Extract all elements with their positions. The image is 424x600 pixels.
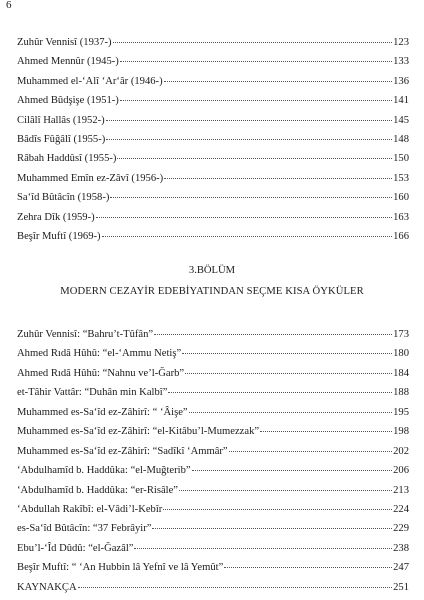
toc-entry-page: 153 — [393, 172, 409, 184]
toc-entry-title: Ebu’l-‘Îd Dûdû: “el-Ğazâl” — [17, 542, 134, 554]
toc-leader-dots — [134, 548, 392, 549]
toc-entry — [17, 208, 409, 227]
toc-entry — [17, 500, 409, 519]
toc-entry-title: Zuhûr Vennisî: “Bahru’t-Tûfân” — [17, 329, 154, 340]
toc-leader-dots — [102, 236, 393, 237]
toc-entry — [17, 481, 409, 500]
toc-entry-title: Ahmed Rıdâ Hûhû: “el-‘Ammu Netiş” — [17, 348, 182, 360]
toc-leader-dots — [110, 197, 392, 198]
toc-entry-page: 148 — [393, 133, 409, 145]
toc-entry-page: 229 — [393, 523, 409, 535]
toc-entry-title: et-Tâhir Vattâr: “Duhân min Kalbî” — [17, 387, 168, 399]
section-title: MODERN CEZAYİR EDEBİYATINDAN SEÇME KISA ÖYKÜLER — [60, 286, 364, 297]
toc-entry — [17, 461, 409, 480]
toc-leader-dots — [163, 509, 392, 510]
toc-leader-dots — [164, 178, 392, 179]
toc-entry-title: Zehra Dîk (1959-) — [17, 211, 95, 223]
toc-entry-title: Muhammed Emîn ez-Zâvî (1956-) — [17, 172, 164, 184]
toc-entry-title: Ahmed Rıdâ Hûhû: “Nahnu ve’l-Ğarb” — [17, 367, 185, 379]
section-number: 3.BÖLÜM — [188, 265, 236, 276]
toc-leader-dots — [179, 490, 392, 491]
toc-leader-dots — [120, 61, 392, 62]
toc-entry-title: ‘Abdulhamîd b. Haddûka: “el-Muğterib” — [17, 465, 191, 477]
toc-entry — [17, 188, 409, 207]
toc-entry — [17, 578, 409, 597]
toc-entry-page: 166 — [393, 230, 409, 242]
toc-entry-page: 136 — [393, 75, 409, 87]
toc-leader-dots — [182, 353, 392, 354]
toc-entry — [17, 111, 409, 130]
toc-leader-dots — [78, 587, 392, 588]
toc-leader-dots — [260, 431, 392, 432]
toc-entry — [17, 558, 409, 577]
toc-entry-title: es-Sa‘îd Bûtâcîn: “37 Febrâyir” — [17, 523, 152, 535]
toc-entry-page: 184 — [393, 367, 409, 379]
toc-entry-title: Muhammed es-Sa‘îd ez-Zâhirî: “ ‘Âişe” — [17, 406, 188, 418]
toc-entry-title: Cilâlî Hallâs (1952-) — [17, 114, 105, 126]
toc-leader-dots — [106, 139, 392, 140]
toc-entry-page: 173 — [393, 329, 409, 340]
toc-entry-title: Beşîr Muftî (1969-) — [17, 230, 101, 242]
toc-leader-dots — [189, 412, 392, 413]
toc-entry-page: 198 — [393, 426, 409, 438]
toc-entry-page: 123 — [393, 37, 409, 48]
toc-entry-title: Ahmed Bûdşişe (1951-) — [17, 95, 119, 107]
toc-entry — [17, 52, 409, 71]
toc-entry-page: 133 — [393, 56, 409, 68]
toc-entry-page: 251 — [393, 581, 409, 593]
toc-entry — [17, 325, 409, 344]
toc-entry — [17, 519, 409, 538]
toc-entry-title: Zuhûr Vennisî (1937-) — [17, 37, 112, 48]
toc-entry — [17, 149, 409, 168]
toc-leader-dots — [229, 451, 392, 452]
toc-entry-page: 247 — [393, 562, 409, 574]
toc-entry-title: Muhammed es-Sa‘îd ez-Zâhirî: “Sadîkî ‘Ammâr” — [17, 445, 228, 457]
toc-entry — [17, 169, 409, 188]
toc-entry — [17, 364, 409, 383]
toc-list-authors — [17, 33, 409, 246]
toc-entry-page: 224 — [393, 503, 409, 515]
toc-entry — [17, 72, 409, 91]
toc-entry-title: Muhammed el-‘Alî ‘Ar‘âr (1946-) — [17, 75, 163, 87]
toc-entry-page: 150 — [393, 153, 409, 165]
toc-entry-page: 238 — [393, 542, 409, 554]
toc-list-stories — [17, 325, 409, 597]
toc-entry — [17, 344, 409, 363]
toc-entry-title: Beşîr Muftî: “ ‘An Hubbin lâ Yefnî ve lâ Yemût” — [17, 562, 224, 574]
toc-leader-dots — [113, 42, 393, 43]
toc-leader-dots — [192, 470, 393, 471]
toc-entry — [17, 422, 409, 441]
toc-leader-dots — [106, 120, 392, 121]
toc-leader-dots — [120, 100, 392, 101]
toc-leader-dots — [185, 373, 392, 374]
page-number: 6 — [6, 0, 12, 11]
toc-entry — [17, 403, 409, 422]
toc-entry-page: 188 — [393, 387, 409, 399]
toc-entry — [17, 91, 409, 110]
toc-entry-page: 206 — [393, 465, 409, 477]
toc-entry-page: 202 — [393, 445, 409, 457]
toc-entry-title: Muhammed es-Sa‘îd ez-Zâhirî: “el-Kitâbu’l-Mumezzak” — [17, 426, 260, 438]
toc-leader-dots — [154, 334, 392, 335]
toc-entry — [17, 442, 409, 461]
toc-leader-dots — [164, 81, 392, 82]
toc-entry-page: 195 — [393, 406, 409, 418]
toc-entry — [17, 130, 409, 149]
toc-entry-page: 180 — [393, 348, 409, 360]
toc-entry-title: Râbah Haddûsî (1955-) — [17, 153, 117, 165]
toc-entry-title: Sa‘îd Bûtâcîn (1958-) — [17, 192, 110, 204]
toc-leader-dots — [96, 217, 392, 218]
toc-entry-page: 163 — [393, 211, 409, 223]
toc-entry-title: KAYNAKÇA — [17, 581, 77, 593]
toc-entry-title: Bâdîs Fûğâlî (1955-) — [17, 133, 106, 145]
toc-entry — [17, 227, 409, 246]
toc-entry — [17, 539, 409, 558]
toc-entry-page: 141 — [393, 95, 409, 107]
toc-entry — [17, 33, 409, 52]
toc-entry-page: 213 — [393, 484, 409, 496]
toc-leader-dots — [168, 392, 392, 393]
toc-leader-dots — [117, 158, 392, 159]
toc-entry-title: ‘Abdullah Rakîbî: el-Vâdi’l-Kebîr — [17, 503, 163, 515]
toc-leader-dots — [224, 567, 392, 568]
toc-entry — [17, 383, 409, 402]
toc-entry-title: Ahmed Mennûr (1945-) — [17, 56, 119, 68]
toc-entry-page: 160 — [393, 192, 409, 204]
toc-entry-title: ‘Abdulhamîd b. Haddûka: “er-Risâle” — [17, 484, 178, 496]
toc-leader-dots — [152, 528, 392, 529]
toc-entry-page: 145 — [393, 114, 409, 126]
